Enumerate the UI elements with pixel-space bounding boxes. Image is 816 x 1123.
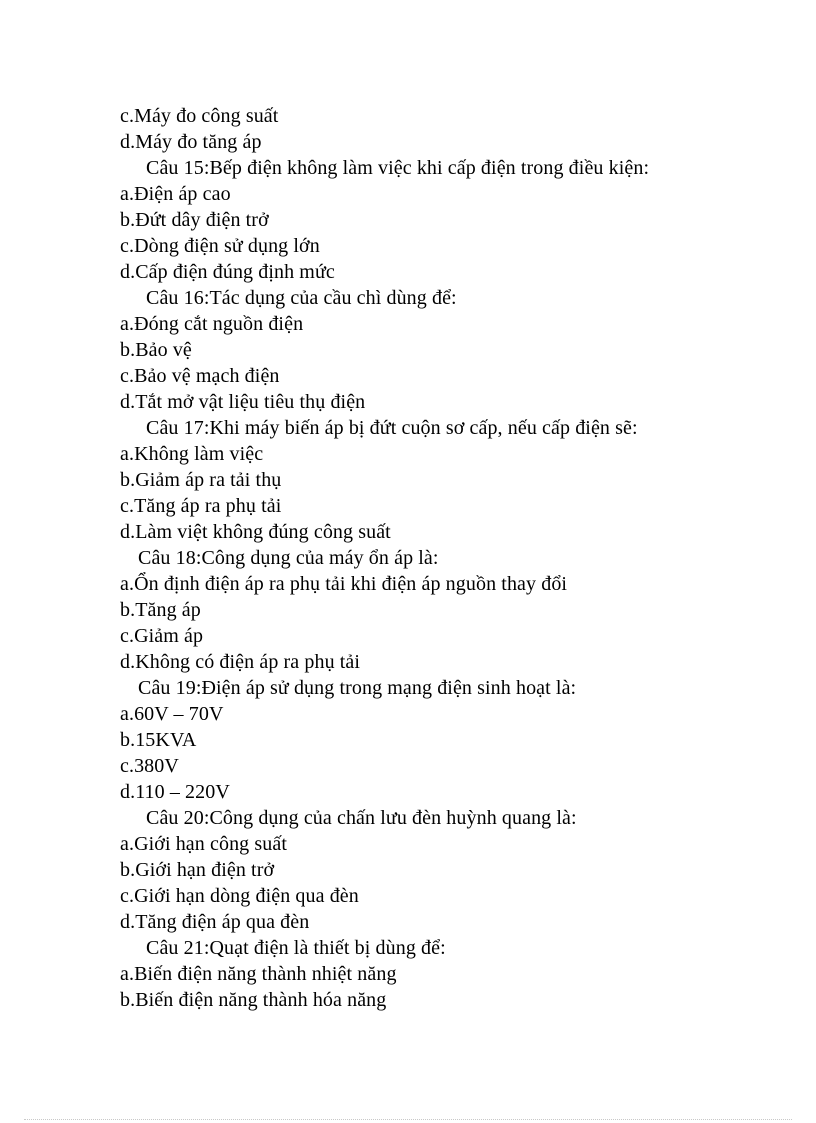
option-line: d.Làm việt không đúng công suất (120, 521, 391, 543)
option-line: d.Cấp điện đúng định mức (120, 261, 335, 283)
option-line: b.Giới hạn điện trở (120, 859, 275, 881)
option-line: a.Giới hạn công suất (120, 833, 287, 855)
option-line: c.380V (120, 755, 179, 777)
option-line: b.15KVA (120, 729, 197, 751)
option-line: a.Ổn định điện áp ra phụ tải khi điện áp nguồn thay đổi (120, 573, 568, 595)
option-line: c.Bảo vệ mạch điện (120, 365, 280, 387)
option-line: c.Giới hạn dòng điện qua đèn (120, 885, 359, 907)
option-line: a.Không làm việc (120, 443, 264, 465)
option-line: b.Tăng áp (120, 599, 201, 621)
question-line: Câu 16:Tác dụng của cầu chì dùng để: (146, 287, 457, 309)
question-line: Câu 20:Công dụng của chấn lưu đèn huỳnh quang là: (146, 807, 577, 829)
option-line: d.Không có điện áp ra phụ tải (120, 651, 361, 673)
question-line: Câu 15:Bếp điện không làm việc khi cấp điện trong điều kiện: (146, 157, 650, 179)
option-line: b.Bảo vệ (120, 339, 192, 361)
option-line: d.Tắt mở vật liệu tiêu thụ điện (120, 391, 366, 413)
page-bottom-divider (24, 1119, 792, 1120)
question-line: Câu 19:Điện áp sử dụng trong mạng điện sinh hoạt là: (138, 677, 577, 699)
option-line: a.Điện áp cao (120, 183, 231, 205)
option-line: d.110 – 220V (120, 781, 230, 803)
option-line: d.Tăng điện áp qua đèn (120, 911, 310, 933)
option-line: a.Biến điện năng thành nhiệt năng (120, 963, 397, 985)
option-line: b.Đứt dây điện trở (120, 209, 269, 231)
option-line: d.Máy đo tăng áp (120, 131, 262, 153)
question-line: Câu 21:Quạt điện là thiết bị dùng để: (146, 937, 446, 959)
question-line: Câu 18:Công dụng của máy ổn áp là: (138, 547, 439, 569)
option-line: c.Máy đo công suất (120, 105, 279, 127)
option-line: c.Tăng áp ra phụ tải (120, 495, 282, 517)
option-line: c.Giảm áp (120, 625, 204, 647)
option-line: a.60V – 70V (120, 703, 224, 725)
option-line: b.Biến điện năng thành hóa năng (120, 989, 387, 1011)
quiz-content (120, 103, 760, 1013)
option-line: c.Dòng điện sử dụng lớn (120, 235, 320, 257)
question-line: Câu 17:Khi máy biến áp bị đứt cuộn sơ cấp, nếu cấp điện sẽ: (146, 417, 638, 439)
option-line: b.Giảm áp ra tải thụ (120, 469, 282, 491)
option-line: a.Đóng cắt nguồn điện (120, 313, 304, 335)
